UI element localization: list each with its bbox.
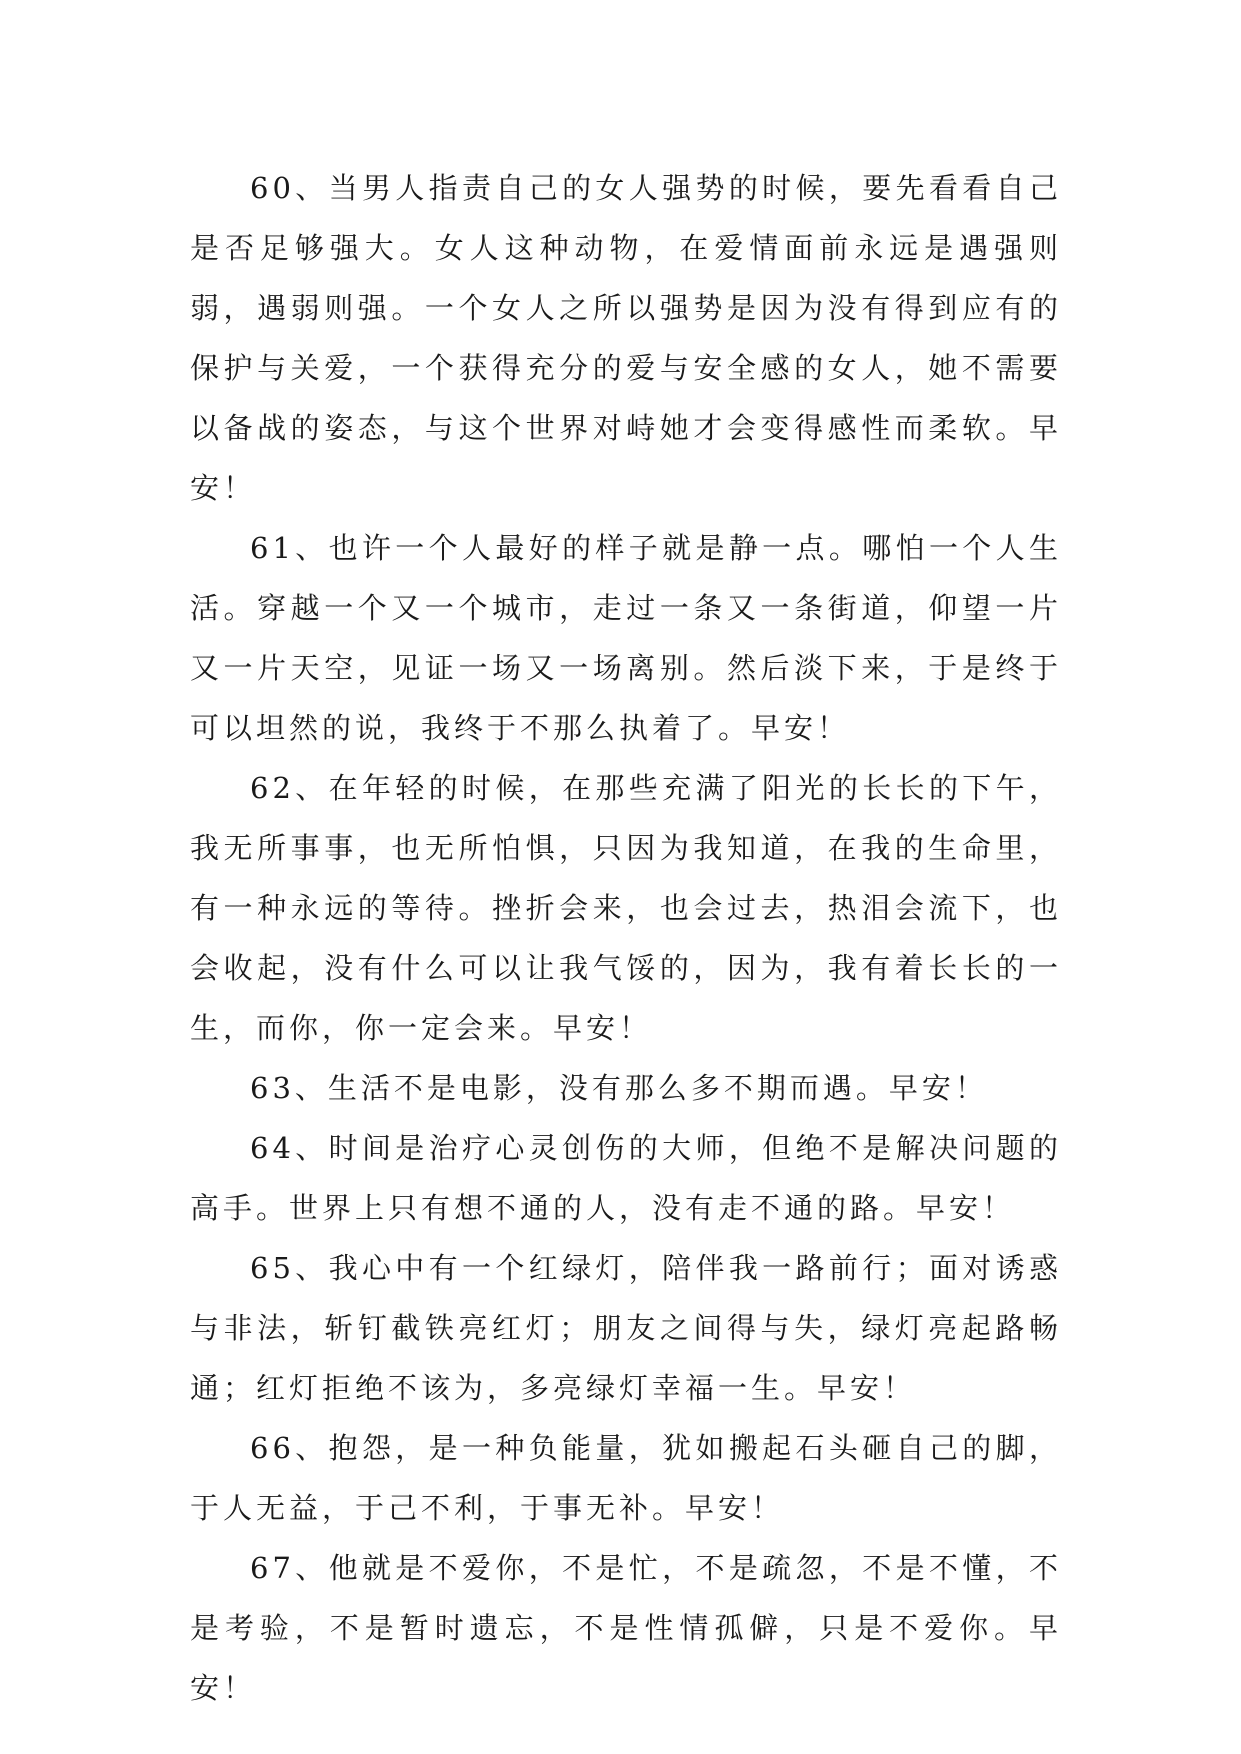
paragraph-65: 65、我心中有一个红绿灯，陪伴我一路前行；面对诱惑与非法，斩钉截铁亮红灯；朋友之间得与失，绿灯亮起路畅通；红灯拒绝不该为，多亮绿灯幸福一生。早安！	[190, 1251, 1062, 1405]
paragraph-62: 62、在年轻的时候，在那些充满了阳光的长长的下午，我无所事事，也无所怕惧，只因为我知道，在我的生命里，有一种永远的等待。挫折会来，也会过去，热泪会流下，也会收起，没有什么可以让我气馁的，因为，我有着长长的一生，而你，你一定会来。早安！	[190, 771, 1062, 1045]
paragraph-64: 64、时间是治疗心灵创伤的大师，但绝不是解决问题的高手。世界上只有想不通的人，没有走不通的路。早安！	[190, 1131, 1062, 1225]
paragraph-60: 60、当男人指责自己的女人强势的时候，要先看看自己是否足够强大。女人这种动物，在爱情面前永远是遇强则弱，遇弱则强。一个女人之所以强势是因为没有得到应有的保护与关爱，一个获得充分的爱与安全感的女人，她不需要以备战的姿态，与这个世界对峙她才会变得感性而柔软。早安！	[190, 171, 1062, 505]
paragraph-61: 61、也许一个人最好的样子就是静一点。哪怕一个人生活。穿越一个又一个城市，走过一条又一条街道，仰望一片又一片天空，见证一场又一场离别。然后淡下来，于是终于可以坦然的说，我终于不那么执着了。早安！	[190, 531, 1062, 745]
paragraph-63: 63、生活不是电影，没有那么多不期而遇。早安！	[250, 1071, 988, 1105]
paragraph-67: 67、他就是不爱你，不是忙，不是疏忽，不是不懂，不是考验，不是暂时遗忘，不是性情孤僻，只是不爱你。早安！	[190, 1551, 1062, 1705]
document-body	[190, 158, 1062, 1718]
paragraph-66: 66、抱怨，是一种负能量，犹如搬起石头砸自己的脚，于人无益，于己不利，于事无补。早安！	[190, 1431, 1062, 1525]
